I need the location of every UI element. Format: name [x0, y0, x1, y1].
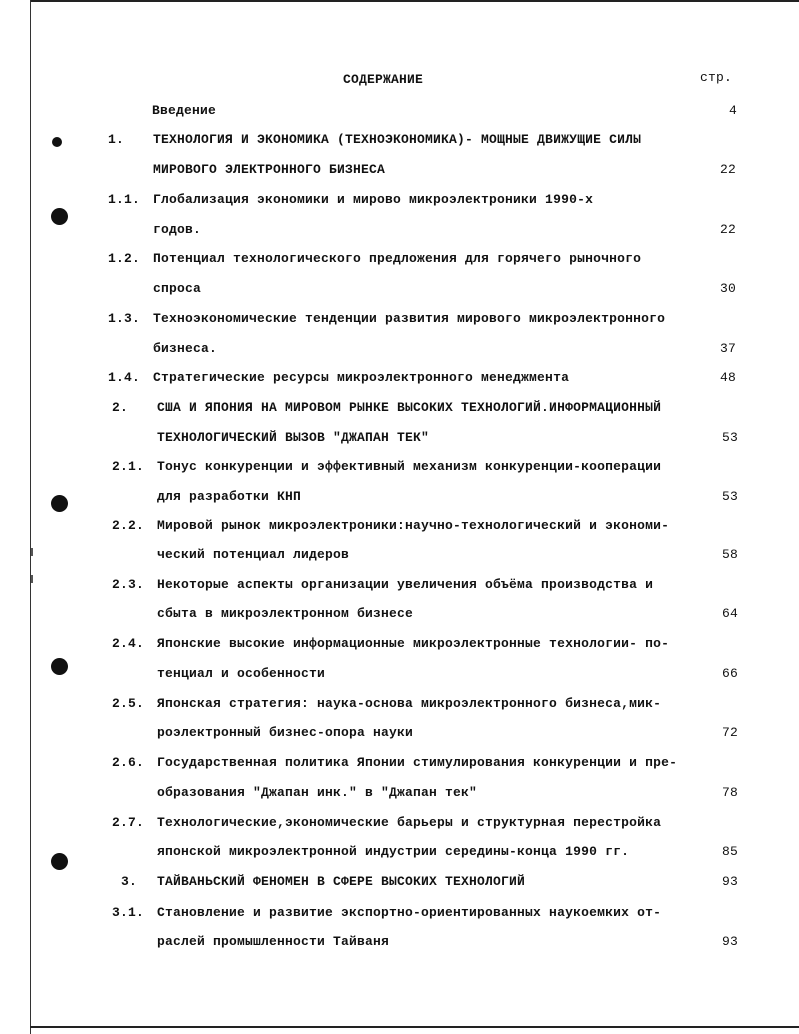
- toc-entry-title: ТАЙВАНЬСКИЙ ФЕНОМЕН В СФЕРЕ ВЫСОКИХ ТЕХНОЛОГИЙ: [157, 874, 526, 889]
- toc-entry-title: ТЕХНОЛОГИЯ И ЭКОНОМИКА (ТЕХНОЭКОНОМИКА)- МОЩНЫЕ ДВИЖУЩИЕ СИЛЫ: [153, 132, 642, 147]
- toc-page-number: 64: [722, 606, 739, 621]
- page-title: СОДЕРЖАНИЕ: [343, 72, 424, 87]
- toc-entry-number: 2.1.: [112, 459, 145, 474]
- toc-entry-number: 2.7.: [112, 815, 145, 830]
- toc-entry-title: Глобализация экономики и мирово микроэлектроники 1990-х: [153, 192, 594, 207]
- toc-entry-title: бизнеса.: [153, 341, 218, 356]
- toc-entry-title: Введение: [152, 103, 217, 118]
- toc-entry-title: США И ЯПОНИЯ НА МИРОВОМ РЫНКЕ ВЫСОКИХ ТЕХНОЛОГИЙ.ИНФОРМАЦИОННЫЙ: [157, 400, 662, 415]
- toc-entry-title: годов.: [153, 222, 202, 237]
- toc-entry-title: ческий потенциал лидеров: [157, 547, 350, 562]
- toc-entry-title: сбыта в микроэлектронном бизнесе: [157, 606, 414, 621]
- scan-mark: [31, 548, 33, 556]
- page-top-edge: [30, 0, 799, 2]
- toc-entry-title: ТЕХНОЛОГИЧЕСКИЙ ВЫЗОВ "ДЖАПАН ТЕК": [157, 430, 430, 445]
- toc-page-number: 53: [722, 489, 739, 504]
- toc-entry-title: Тонус конкуренции и эффективный механизм конкуренции-кооперации: [157, 459, 662, 474]
- scan-mark: [31, 575, 33, 583]
- toc-entry-number: 1.3.: [108, 311, 141, 326]
- punch-hole: [51, 208, 68, 225]
- toc-page-number: 4: [729, 103, 738, 118]
- toc-page-number: 58: [722, 547, 739, 562]
- punch-hole: [51, 658, 68, 675]
- toc-page-number: 93: [722, 874, 739, 889]
- toc-entry-number: 2.5.: [112, 696, 145, 711]
- toc-entry-number: 3.1.: [112, 905, 145, 920]
- toc-entry-title: Государственная политика Японии стимулирования конкуренции и пре-: [157, 755, 678, 770]
- toc-entry-title: Технологические,экономические барьеры и структурная перестройка: [157, 815, 662, 830]
- toc-entry-number: 2.4.: [112, 636, 145, 651]
- toc-page-number: 53: [722, 430, 739, 445]
- page-bottom-edge: [30, 1026, 799, 1028]
- toc-entry-title: МИРОВОГО ЭЛЕКТРОННОГО БИЗНЕСА: [153, 162, 386, 177]
- toc-entry-title: Некоторые аспекты организации увеличения объёма производства и: [157, 577, 654, 592]
- toc-entry-title: для разработки КНП: [157, 489, 302, 504]
- toc-page-number: 85: [722, 844, 739, 859]
- punch-hole: [51, 495, 68, 512]
- punch-hole: [51, 853, 68, 870]
- toc-entry-number: 2.2.: [112, 518, 145, 533]
- toc-page-number: 22: [720, 162, 737, 177]
- toc-entry-title: спроса: [153, 281, 202, 296]
- toc-entry-title: Мировой рынок микроэлектроники:научно-технологический и экономи-: [157, 518, 670, 533]
- toc-page-number: 72: [722, 725, 739, 740]
- toc-page-number: 30: [720, 281, 737, 296]
- toc-entry-title: японской микроэлектронной индустрии середины-конца 1990 гг.: [157, 844, 630, 859]
- toc-page-number: 66: [722, 666, 739, 681]
- toc-entry-title: Японская стратегия: наука-основа микроэлектронного бизнеса,мик-: [157, 696, 662, 711]
- scan-mark: [52, 137, 62, 147]
- toc-entry-number: 2.6.: [112, 755, 145, 770]
- toc-page-number: 78: [722, 785, 739, 800]
- toc-entry-title: тенциал и особенности: [157, 666, 326, 681]
- toc-entry-number: 2.: [112, 400, 129, 415]
- toc-entry-title: Японские высокие информационные микроэлектронные технологии- по-: [157, 636, 670, 651]
- toc-page-number: 93: [722, 934, 739, 949]
- toc-entry-title: Становление и развитие экспортно-ориентированных наукоемких от-: [157, 905, 662, 920]
- toc-entry-title: Потенциал технологического предложения для горячего рыночного: [153, 251, 642, 266]
- toc-entry-number: 1.: [108, 132, 125, 147]
- toc-entry-number: 1.1.: [108, 192, 141, 207]
- toc-entry-number: 3.: [121, 874, 138, 889]
- toc-page-number: 37: [720, 341, 737, 356]
- toc-entry-title: роэлектронный бизнес-опора науки: [157, 725, 414, 740]
- toc-entry-number: 2.3.: [112, 577, 145, 592]
- page-left-edge: [30, 0, 31, 1034]
- toc-entry-title: Техноэкономические тенденции развития мирового микроэлектронного: [153, 311, 666, 326]
- toc-entry-title: раслей промышленности Тайваня: [157, 934, 390, 949]
- toc-page-number: 48: [720, 370, 737, 385]
- page-column-label: стр.: [700, 70, 733, 85]
- toc-entry-number: 1.4.: [108, 370, 141, 385]
- toc-entry-title: Стратегические ресурсы микроэлектронного менеджмента: [153, 370, 570, 385]
- toc-entry-title: образования "Джапан инк." в "Джапан тек": [157, 785, 478, 800]
- toc-entry-number: 1.2.: [108, 251, 141, 266]
- toc-page-number: 22: [720, 222, 737, 237]
